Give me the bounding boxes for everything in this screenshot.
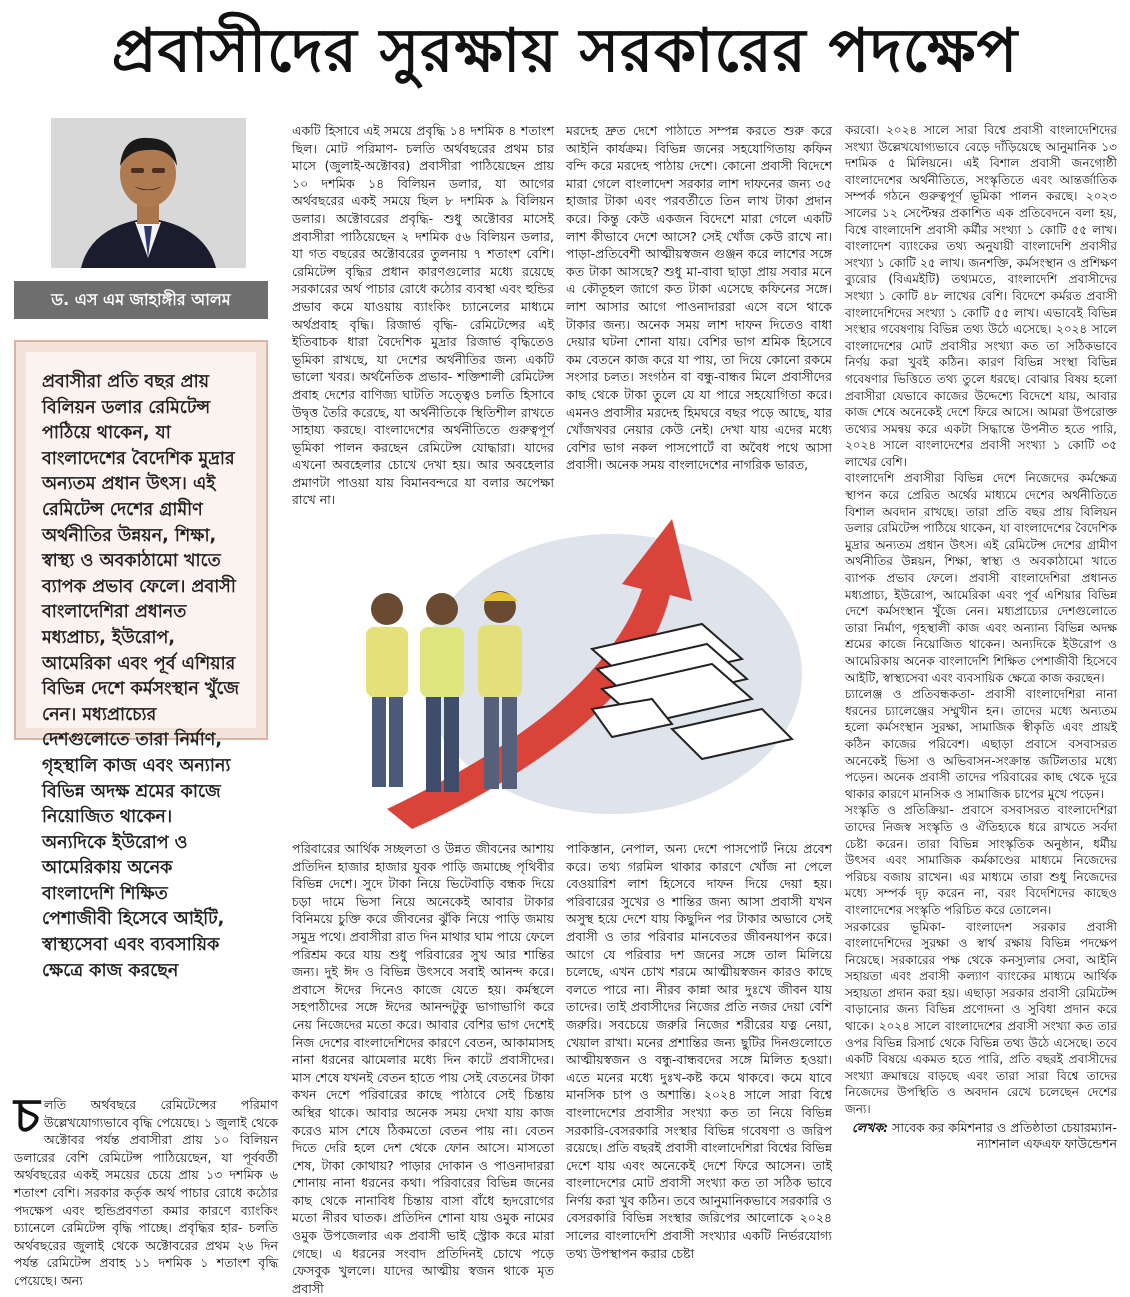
author-photo [51, 118, 246, 268]
column-1-text: লতি অর্থবছরে রেমিটেন্সের পরিমাণ উল্লেখযোগ্যভাবে বৃদ্ধি পেয়েছে। ১ জুলাই থেকে অক্টোবর পর্যন্ত প্রবাসীরা প্রায় ১০ বিলিয়ন ডলারের বেশি রেমিটেন্স পাঠিয়েছেন, যা পূর্ববর্তী অর্থবছরের একই সময়ের চেয়ে প্রায় ১৩ দশমিক ৬ শতাংশ বেশি। সরকার কর্তৃক অর্থ পাচার রোধে কঠোর পদক্ষেপ এবং হুন্ডিপ্রবণতা কমার কারণে ব্যাংকিং চ্যানেলে রেমিটেন্স বৃদ্ধি পাচ্ছে। প্রবৃদ্ধির হার- চলতি অর্থবছরের জুলাই থেকে অক্টোবরের প্রথম ২৬ দিন পর্যন্ত রেমিটেন্স প্রবাহ ১১ দশমিক ১ শতাংশ বৃদ্ধি পেয়েছে। অন্য [14, 1097, 278, 1288]
byline-text: সাবেক কর কমিশনার ও প্রতিষ্ঠাতা চেয়ারম্যান-ন্যাশনাল এফএফ ফাউন্ডেশন [892, 1119, 1117, 1152]
column-3-top-text: মরদেহ দ্রুত দেশে পাঠাতে সম্পন্ন করতে শুরু করে আইনি কার্যক্রম। বিভিন্ন জনের সহযোগিতায় কফিন বন্দি করে মরদেহ পাঠায় দেশে। কোনো প্রবাসী বিদেশে মারা গেলে বাংলাদেশ সরকার লাশ দাফনের জন্য ৩৫ হাজার টাকা এবং পরবর্তীতে তিন লাখ টাকা প্রদান করে। কিন্তু কেউ একজন বিদেশে মারা গেলে একটি লাশ কীভাবে দেশে আসে? সেই খোঁজ কেউ রাখে না। পাড়া-প্রতিবেশী আত্মীয়স্বজন গুঞ্জন করে লাশের সঙ্গে কত টাকা আসছে? শুধু মা-বাবা ছাড়া প্রায় সবার মনে এ কৌতূহল জাগে কত টাকা এসেছে কফিনের সঙ্গে। লাশ আসার আগে পাওনাদাররা এসে বসে থাকে টাকার জন্য। অনেক সময় লাশ দাফন দিতেও বাধা দেয়ার ঘটনা শোনা যায়। বেশির ভাগ শ্রমিক হিসেবে কম বেতনে কাজ করে যা পায়, তা দিয়ে কোনো রকমে সংসার চলত। সংগঠন বা বন্ধু-বান্ধব মিলে প্রবাসীদের কাছ থেকে টাকা তুলে যে যা পারে সহযোগিতা করে। এমনও প্রবাসীর মরদেহ হিমঘরে বছর পড়ে আছে, যার খোঁজখবর নেয়ার কেউ নেই। দেখা যায় এদের মধ্যে বেশির ভাগ নকল পাসপোর্টে বা অবৈধ পথে আসা প্রবাসী। অনেক সময় বাংলাদেশের নাগরিক ভারত, [566, 123, 832, 473]
author-portrait-icon [51, 118, 246, 268]
article-column-3-top [566, 122, 832, 502]
column-4-para-2: বাংলাদেশি প্রবাসীরা বিভিন্ন দেশে নিজেদের কর্মক্ষেত্র স্থাপন করে প্রেরিত অর্থের মাধ্যমে দেশের অর্থনীতিতে বিশাল অবদান রাখছে। তারা প্রতি বছর প্রায় বিলিয়ন ডলার রেমিটেন্স পাঠিয়ে থাকেন, যা বাংলাদেশের বৈদেশিক মুদ্রার অন্যতম প্রধান উৎস। এই রেমিটেন্স দেশের গ্রামীণ অর্থনীতির উন্নয়ন, শিক্ষা, স্বাস্থ্য ও অবকাঠামো খাতে ব্যাপক প্রভাব ফেলে। প্রবাসী বাংলাদেশিরা প্রধানত মধ্যপ্রাচ্য, ইউরোপ, আমেরিকা এবং পূর্ব এশিয়ার বিভিন্ন দেশে কর্মসংস্থান খুঁজে নেন। মধ্যপ্রাচ্যের দেশগুলোতে তারা নির্মাণ, গৃহস্থালী কাজ এবং অন্যান্য বিভিন্ন অদক্ষ শ্রমের কাজে নিয়োজিত থাকেন। অন্যদিকে ইউরোপ ও আমেরিকায় অনেক বাংলাদেশি শিক্ষিত পেশাজীবী হিসেবে আইটি, স্বাস্থ্যসেবা এবং ব্যবসায়িক ক্ষেত্রে কাজ করছেন। [845, 471, 1117, 685]
column-4-culture: সংস্কৃতি ও প্রতিক্রিয়া- প্রবাসে বসবাসরত বাংলাদেশিরা তাদের নিজস্ব সংস্কৃতি ও ঐতিহ্যকে ধরে রাখতে সর্বদা চেষ্টা করেন। তারা বিভিন্ন সাংস্কৃতিক অনুষ্ঠান, ধর্মীয় উৎসব এবং সামাজিক কর্মকাণ্ডের মাধ্যমে নিজেদের পরিচয় বজায় রাখেন। এর মাধ্যমে তারা শুধু নিজেদের মধ্যে সম্পর্ক দৃঢ় করেন না, বরং বিদেশিদের কাছেও বাংলাদেশের সংস্কৃতি পরিচিত করে তোলেন। [845, 803, 1117, 917]
dropcap: চ [14, 1088, 40, 1144]
author-name: ড. এস এম জাহাঙ্গীর আলম [14, 281, 268, 319]
article-column-1 [14, 1088, 278, 1288]
column-4-government: সরকারের ভূমিকা- বাংলাদেশ সরকার প্রবাসী বাংলাদেশিদের সুরক্ষা ও স্বার্থ রক্ষায় বিভিন্ন পদক্ষেপ নিয়েছে। সরকারের পক্ষ থেকে কনস্যুলার সেবা, আইনি সহায়তা এবং প্রবাসী কল্যাণ ব্যাংকের মাধ্যমে আর্থিক সহায়তা প্রদান করা হয়। এছাড়া সরকার প্রবাসী রেমিটেন্স বাড়ানোর জন্য বিভিন্ন প্রণোদনা ও সুবিধা প্রদান করে থাকে। ২০২৪ সালে বাংলাদেশের প্রবাসী সংখ্যা কত তার ওপর বিভিন্ন রিসার্চ থেকে বিভিন্ন তথ্য উঠে এসেছে। তবে একটি বিষয়ে একমত হতে পারি, প্রতি বছরই প্রবাসীদের সংখ্যা ক্রমান্বয়ে বাড়ছে এবং তারা সারা বিশ্বে তাদের নিজেদের উপস্থিতি ও অবদান রেখে চলেছেন দেশের জন্য। [845, 919, 1117, 1117]
workers-icon [366, 591, 522, 792]
article-column-4 [845, 122, 1117, 1274]
column-4-para-1: করবো। ২০২৪ সালে সারা বিশ্বে প্রবাসী বাংলাদেশিদের সংখ্যা উল্লেখযোগ্যভাবে বেড়ে দাঁড়িয়েছে আনুমানিক ১৩ দশমিক ৫ মিলিয়নে। এই বিশাল প্রবাসী জনগোষ্ঠী বাংলাদেশের অর্থনীতিতে, সংস্কৃতিতে এবং আন্তর্জাতিক সম্পর্ক গঠনে গুরুত্বপূর্ণ ভূমিকা পালন করছে। ২০২৩ সালের ১২ সেপ্টেম্বর প্রকাশিত এক প্রতিবেদনে বলা হয়, বিশ্বে বাংলাদেশি প্রবাসী কর্মীর সংখ্যা ১ কোটি ৫৫ লাখ। বাংলাদেশ ব্যাংকের তথ্য অনুযায়ী বাংলাদেশি প্রবাসীর সংখ্যা ১ কোটি ২৫ লাখ। জনশক্তি, কর্মসংস্থান ও প্রশিক্ষণ ব্যুরোর (বিএমইটি) তথ্যমতে, বাংলাদেশি প্রবাসীদের সংখ্যা ১ কোটি ৪৮ লাখের বেশি। বিদেশে কর্মরত প্রবাসী বাংলাদেশিদের সংখ্যা ১ কোটি ৫৫ লাখ। এভাবেই বিভিন্ন সংস্থার গবেষণায় বিভিন্ন তথ্য উঠে এসেছে। ২০২৪ সালে বাংলাদেশের মোট প্রবাসীর সংখ্যা কত তা সঠিকভাবে নির্ণয় করা খুবই কঠিন। কারণ বিভিন্ন সংস্থা বিভিন্ন গবেষণার ভিত্তিতে তথ্য তুলে ধরছে। বোঝার বিষয় হলো প্রবাসীরা যেভাবে কাজের উদ্দেশ্যে বিদেশে যায়, আবার কাজ শেষে অনেকেই দেশে ফিরে আসে। আমরা উপরোক্ত তথ্যের সমন্বয় করে একটা সিদ্ধান্তে উপনীত হতে পারি, ২০২৪ সালে বাংলাদেশের প্রবাসী সংখ্যা ১ কোটি ৩৫ লাখের বেশি। [845, 123, 1117, 469]
column-2-top-text: একটি হিসাবে এই সময়ে প্রবৃদ্ধি ১৪ দশমিক ৪ শতাংশ ছিল। মোট পরিমাণ- চলতি অর্থবছরের প্রথম চার মাসে (জুলাই-অক্টোবর) প্রবাসীরা পাঠিয়েছেন প্রায় ১০ দশমিক ১৪ বিলিয়ন ডলার, যা আগের অর্থবছরের একই সময়ে ছিল ৮ দশমিক ৯ বিলিয়ন ডলার। অক্টোবরের প্রবৃদ্ধি- শুধু অক্টোবর মাসেই প্রবাসীরা পাঠিয়েছেন ২ দশমিক ৫৬ বিলিয়ন ডলার, যা গত বছরের অক্টোবরের তুলনায় ৭ শতাংশ বেশি। রেমিটেন্স বৃদ্ধির প্রধান কারণগুলোর মধ্যে রয়েছে সরকারের অর্থ পাচার রোধে কঠোর ব্যবস্থা এবং হুন্ডির প্রভাব কমে যাওয়ায় ব্যাংকিং চ্যানেলের মাধ্যমে অর্থপ্রবাহ বৃদ্ধি। রিজার্ভ বৃদ্ধি- রেমিটেন্সের এই ইতিবাচক ধারা বৈদেশিক মুদ্রার রিজার্ভ বৃদ্ধিতেও ভূমিকা রাখছে, যা দেশের অর্থনীতির জন্য একটি ভালো খবর। অর্থনৈতিক প্রভাব- শক্তিশালী রেমিটেন্স প্রবাহ দেশের বাণিজ্য ঘাটতি সত্ত্বেও চলতি হিসাবে উদ্বৃত্ত তৈরি করেছে, যা অর্থনীতিকে স্থিতিশীল রাখতে সাহায্য করছে। বাংলাদেশের অর্থনীতিতে গুরুত্বপূর্ণ ভূমিকা পালন করছেন রেমিটেন্স যোদ্ধারা। যাদের এখনো অবহেলার চোখে দেখা হয়। আর অবহেলার প্রমাণটা পাওয়া যায় বিমানবন্দরে যা বলার অপেক্ষা রাখে না। [292, 123, 554, 508]
column-2-bottom-text: পরিবারের আর্থিক সচ্ছলতা ও উন্নত জীবনের আশায় প্রতিদিন হাজার হাজার যুবক পাড়ি জমাচ্ছে পৃথিবীর বিভিন্ন দেশে। সুদে টাকা নিয়ে ভিটেবাড়ি বন্ধক দিয়ে চড়া দামে ভিসা নিয়ে অনেকেই আবার টাকার বিনিময়ে চুক্তি করে জীবনের ঝুঁকি নিয়ে পাড়ি জমায় সমুদ্র পথে। প্রবাসীরা রাত দিন মাথার ঘাম পায়ে ফেলে পরিশ্রম করে যায় শুধু পরিবারের সুখ আর শান্তির জন্য। দুই ঈদ ও বিভিন্ন উৎসবে সবাই আনন্দ করে। প্রবাসে ঈদের দিনেও কাজে যেতে হয়। কর্মস্থলে সহপাঠীদের সঙ্গে ঈদের আনন্দটুকু ভাগাভাগি করে নেয় নিজেদের মতো করে। আবার বেশির ভাগ দেশেই নিজ দেশের বাংলাদেশিদের কারণে বেতন, আকামাসহ নানা ধরনের ঝামেলার মধ্যে দিন কাটে প্রবাসীদের। মাস শেষে যখনই বেতন হাতে পায় সেই বেতনের টাকা কখন দেশে পরিবারের কাছে পাঠাবে সেই চিন্তায় অস্থির থাকে। আবার অনেক সময় দেখা যায় কাজ করেও মাস শেষে ঠিকমতো বেতন পায় না। বেতন দিতে দেরি হলে দেশ থেকে ফোন আসে। মাসতো শেষ, টাকা কোথায়? পাড়ার দোকান ও পাওনাদাররা শোনায় নানা ধরনের কথা। পরিবারের বিভিন্ন জনের কাছ থেকে নানাবিধ চিন্তায় বাসা বাঁধে হৃদরোগের মতো নীরব ঘাতক। প্রতিদিন শোনা যায় ওমুক নামের ওমুক উপজেলার এক প্রবাসী ভাই স্ট্রোক করে মারা গেছে। এ ধরনের সংবাদ প্রতিদিনই চোখে পড়ে ফেসবুক খুললে। যাদের আত্মীয় স্বজন থাকে মৃত প্রবাসী [292, 841, 554, 1296]
workers-money-arrow-icon [292, 509, 837, 832]
column-3-bottom-text: পাকিস্তান, নেপাল, অন্য দেশে পাসপোর্ট নিয়ে প্রবেশ করে। তথ্য গরমিল থাকার কারণে খোঁজ না পেলে বেওয়ারিশ লাশ হিসেবে দাফন দিয়ে দেয়া হয়। পরিবারের সুখের ও শান্তির জন্য আসা প্রবাসী যখন অসুস্থ হয়ে দেশে যায় কিছুদিন পর টাকার অভাবে সেই প্রবাসী ও তার পরিবার মানবেতর জীবনযাপন করে। আগে যে পরিবার দশ জনের সঙ্গে তাল মিলিয়ে চলেছে, এখন চোখ শরমে আত্মীয়স্বজন কারও কাছে বলতে পারে না। নীরব কান্না আর দুঃখে জীবন যায় তাদের। তাই প্রবাসীদের নিজের প্রতি নজর দেয়া বেশি জরুরি। সবচেয়ে জরুরি নিজের শরীরের যত্ন নেয়া, খেয়াল রাখা। মনের প্রশান্তির জন্য ছুটির দিনগুলোতে আত্মীয়স্বজন ও বন্ধু-বান্ধবদের সঙ্গে মিলিত হওয়া। এতে মনের মধ্যে দুঃখ-কষ্ট কমে থাকবে। কমে যাবে মানসিক চাপ ও অশান্তি। ২০২৪ সালে সারা বিশ্বে বাংলাদেশের প্রবাসীর সংখ্যা কত তা নিয়ে বিভিন্ন সরকারি-বেসরকারি সংস্থার বিভিন্ন গবেষণা ও জরিপ রয়েছে। প্রতি বছরই প্রবাসী বাংলাদেশিরা বিশ্বের বিভিন্ন দেশে যায় এবং অনেকেই দেশে ফিরে আসেন। তাই বাংলাদেশের মোট প্রবাসী সংখ্যা কত তা সঠিক ভাবে নির্ণয় করা খুব কঠিন। তবে আনুমানিকভাবে সরকারি ও বেসরকারি বিভিন্ন সংস্থার জরিপের আলোকে ২০২৪ সালের বাংলাদেশি প্রবাসী সংখ্যার একটি নির্ভরযোগ্য তথ্য উপস্থাপন করার চেষ্টা [566, 841, 832, 1261]
byline [845, 1120, 1117, 1153]
byline-label: লেখক: [851, 1119, 889, 1135]
pull-quote-box [14, 340, 268, 981]
article-column-2-top [292, 122, 554, 508]
pull-quote: প্রবাসীরা প্রতি বছর প্রায় বিলিয়ন ডলার রেমিটেন্স পাঠিয়ে থাকেন, যা বাংলাদেশের বৈদেশিক মুদ্রার অন্যতম প্রধান উৎস। এই রেমিটেন্স দেশের গ্রামীণ অর্থনীতির উন্নয়ন, শিক্ষা, স্বাস্থ্য ও অবকাঠামো খাতে ব্যাপক প্রভাব ফেলে। প্রবাসী বাংলাদেশিরা প্রধানত মধ্যপ্রাচ্য, ইউরোপ, আমেরিকা এবং পূর্ব এশিয়ার বিভিন্ন দেশে কর্মসংস্থান খুঁজে নেন। মধ্যপ্রাচ্যের দেশগুলোতে তারা নির্মাণ, গৃহস্থালি কাজ এবং অন্যান্য বিভিন্ন অদক্ষ শ্রমের কাজে নিয়োজিত থাকেন। অন্যদিকে ইউরোপ ও আমেরিকায় অনেক বাংলাদেশি শিক্ষিত পেশাজীবী হিসেবে আইটি, স্বাস্থ্যসেবা এবং ব্যবসায়িক ক্ষেত্রে কাজ করছেন [26, 352, 256, 728]
page-title: প্রবাসীদের সুরক্ষায় সরকারের পদক্ষেপ [111, 16, 1019, 86]
migrant-workers-illustration [292, 509, 837, 832]
article-column-2-bottom [292, 840, 554, 1296]
column-4-challenges: চ্যালেঞ্জ ও প্রতিবন্ধকতা- প্রবাসী বাংলাদেশিরা নানা ধরনের চ্যালেঞ্জের সম্মুখীন হন। তাদের মধ্যে অন্যতম হলো কর্মসংস্থান সুরক্ষা, সামাজিক স্বীকৃতি এবং প্রায়ই কঠিন কাজের পরিবেশ। এছাড়া প্রবাসে বসবাসরত অনেকেই ভিসা ও অভিবাসন-সংক্রান্ত জটিলতার মধ্যে পড়েন। অনেক প্রবাসী তাদের পরিবারের কাছ থেকে দূরে থাকার কারণে মানসিক ও সামাজিক চাপের মুখে পড়েন। [845, 687, 1117, 801]
article-column-3-bottom [566, 840, 832, 1274]
